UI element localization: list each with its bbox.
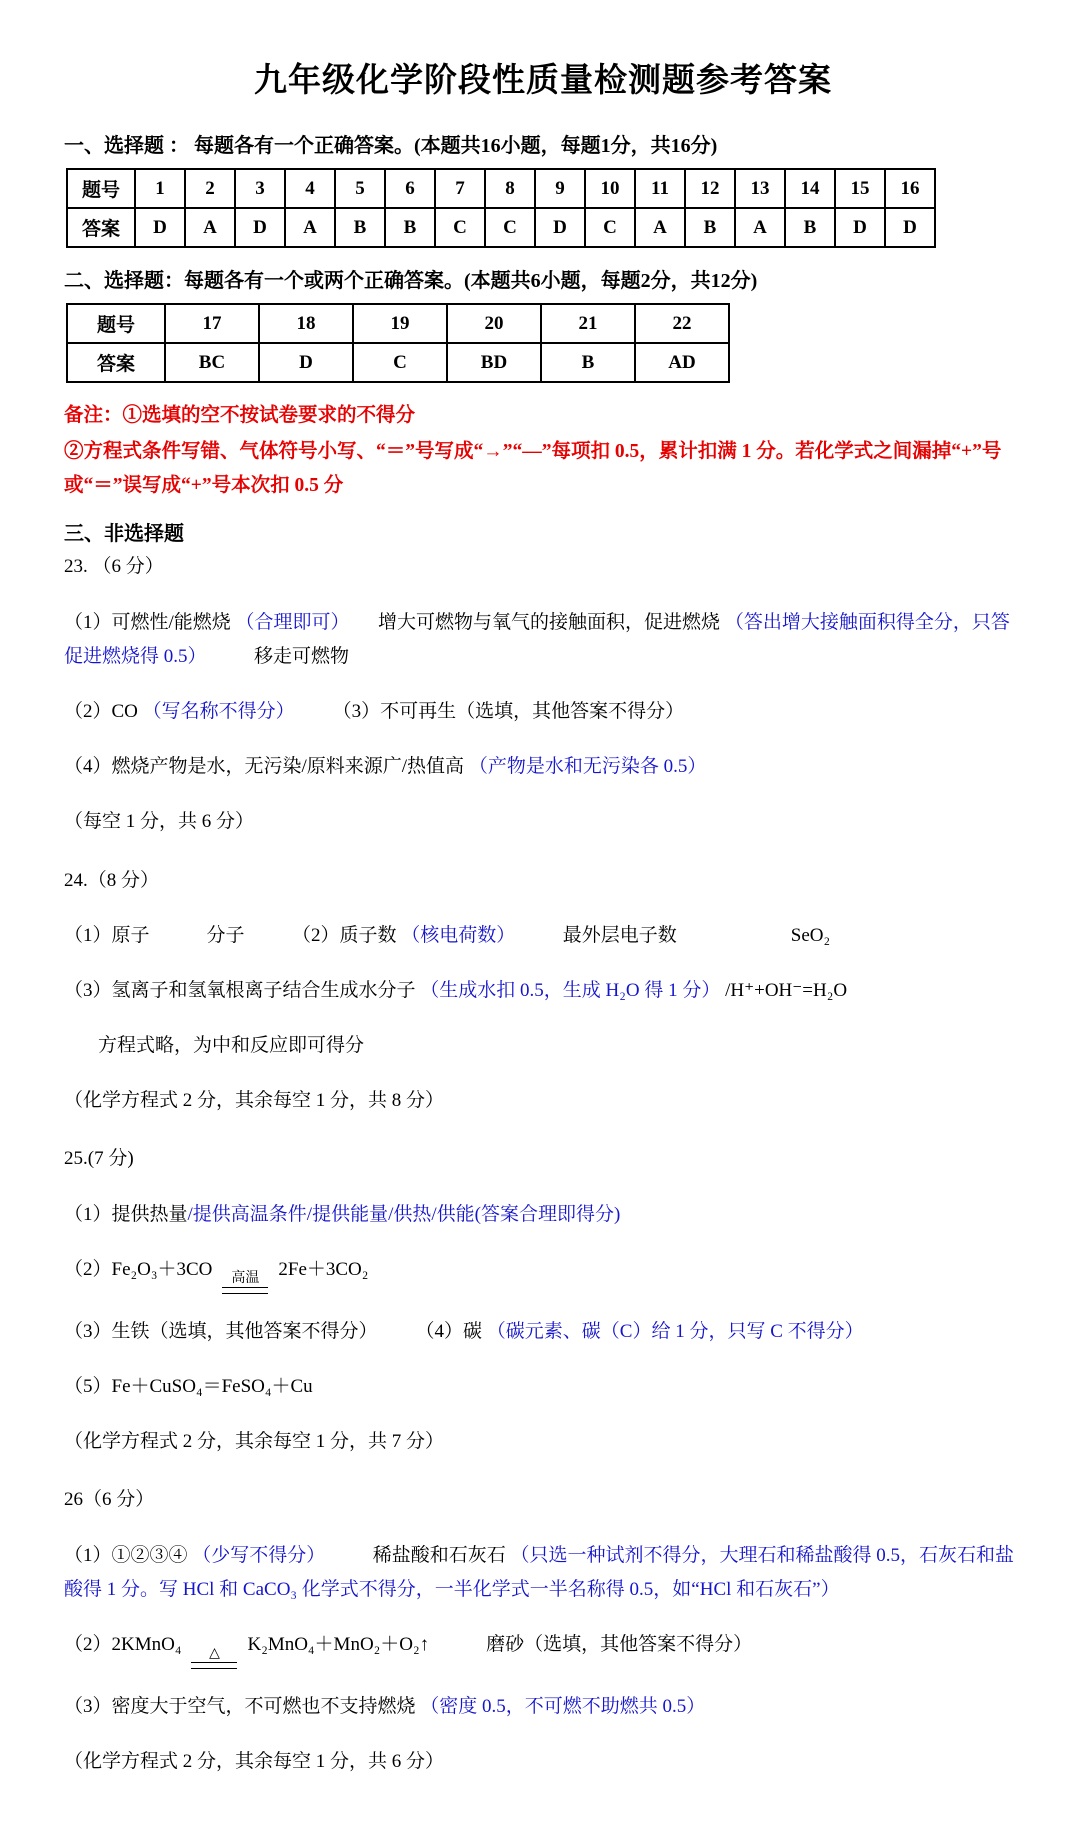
text-segment: （化学方程式 2 分，其余每空 1 分，共 6 分）: [64, 1751, 445, 1773]
question-23-score-note: [64, 805, 1022, 839]
question-25-score-note: [64, 1425, 1022, 1459]
question-23-answer-2: [64, 695, 1022, 729]
choice-answers-table-1: [66, 168, 936, 248]
answer-cell: D: [259, 343, 353, 382]
answer-cell: 2: [185, 169, 235, 208]
text-segment: （每空 1 分，共 6 分）: [64, 811, 255, 833]
question-25-answer-3-4: [64, 1315, 1022, 1349]
text-segment: （只选一种试剂不得分，大理石和稀盐酸得 0.5，石灰石和盐酸得 1 分。写 HCl 和 CaCO₃ 化学式不得分，一半化学式一半名称得 0.5，如“HCl 和石灰石”）: [64, 1544, 1015, 1600]
table-row: [67, 169, 935, 208]
text-segment: （合理即可）: [235, 611, 341, 633]
question-25-equation-2: [64, 1370, 1022, 1404]
answer-cell: 9: [535, 169, 585, 208]
answer-cell: B: [541, 343, 635, 382]
answer-cell: 16: [885, 169, 935, 208]
question-26-answer-3: [64, 1690, 1022, 1724]
answer-cell: 12: [685, 169, 735, 208]
text-segment: （化学方程式 2 分，其余每空 1 分，共 8 分）: [64, 1090, 445, 1112]
answer-cell: A: [735, 208, 785, 247]
answer-cell: A: [285, 208, 335, 247]
row-label-cell: 题号: [67, 169, 135, 208]
grading-note-2: ②方程式条件写错、气体符号小写、“＝”号写成“→”“—”每项扣 0.5，累计扣满 1 分。若化学式之间漏掉“+”号或“＝”误写成“+”号本次扣 0.5 分: [64, 441, 1002, 497]
text-segment: （2）2KMnO₄: [64, 1634, 182, 1656]
question-26-answer-1: [64, 1539, 1022, 1607]
text-segment: （1）提供热量: [64, 1203, 188, 1225]
answer-cell: D: [835, 208, 885, 247]
answer-cell: B: [385, 208, 435, 247]
question-26-equation: [64, 1628, 1022, 1669]
answer-cell: 8: [485, 169, 535, 208]
question-26-header: [64, 1483, 1022, 1517]
question-23-block: [64, 550, 1022, 839]
section2-heading: 二、选择题：每题各有一个或两个正确答案。(本题共6小题，每题2分，共12分): [64, 270, 758, 292]
text-segment: （5）Fe＋CuSO₄＝FeSO₄＋Cu: [64, 1376, 313, 1398]
answer-cell: 3: [235, 169, 285, 208]
text-segment: （生成水扣 0.5，生成 H₂O 得 1 分）: [420, 979, 721, 1001]
text-segment: 增大可燃物与氧气的接触面积，促进燃烧: [340, 611, 725, 633]
section3-heading: 三、非选择题: [64, 523, 184, 546]
answer-cell: BC: [165, 343, 259, 382]
answer-cell: D: [135, 208, 185, 247]
question-23-answer-1: [64, 606, 1022, 674]
answer-cell: A: [185, 208, 235, 247]
equation-condition: △: [191, 1646, 237, 1669]
question-25-header: [64, 1142, 1022, 1176]
answer-cell: 10: [585, 169, 635, 208]
text-segment: （产物是水和无污染各 0.5）: [468, 756, 707, 778]
text-segment: 25.(7 分): [64, 1148, 134, 1170]
text-segment: （3）生铁（选填，其他答案不得分） （4）碳: [64, 1320, 487, 1342]
answer-cell: 21: [541, 304, 635, 343]
text-segment: /H⁺+OH⁻=H₂O: [720, 979, 848, 1001]
question-24-equation-note: [98, 1029, 1022, 1063]
answer-cell: D: [535, 208, 585, 247]
table-row: [67, 208, 935, 247]
table-row: [67, 343, 729, 382]
answer-cell: D: [885, 208, 935, 247]
text-segment: 2Fe＋3CO₂: [278, 1258, 369, 1280]
answer-cell: 14: [785, 169, 835, 208]
question-25-equation-1: [64, 1253, 1022, 1294]
text-segment: （少写不得分）: [192, 1544, 316, 1566]
text-segment: K₂MnO₄＋MnO₂＋O₂↑ 磨砂（选填，其他答案不得分）: [247, 1634, 753, 1656]
question-25-block: [64, 1142, 1022, 1459]
answer-cell: C: [353, 343, 447, 382]
text-segment: （2）Fe₂O₃＋3CO: [64, 1258, 213, 1280]
text-segment: （1）①②③④: [64, 1544, 193, 1566]
text-segment: （核电荷数）: [401, 924, 506, 946]
table-row: [67, 304, 729, 343]
answer-cell: 7: [435, 169, 485, 208]
answer-cell: 18: [259, 304, 353, 343]
page-title: 九年级化学阶段性质量检测题参考答案: [254, 63, 832, 99]
text-segment: 26（6 分）: [64, 1489, 155, 1511]
answer-cell: 5: [335, 169, 385, 208]
answer-cell: D: [235, 208, 285, 247]
answer-cell: 15: [835, 169, 885, 208]
question-25-answer-1: [64, 1198, 1022, 1232]
answer-cell: 19: [353, 304, 447, 343]
answer-cell: B: [335, 208, 385, 247]
answer-cell: 20: [447, 304, 541, 343]
question-26-score-note: [64, 1745, 1022, 1779]
text-segment: （3）氢离子和氢氧根离子结合生成水分子: [64, 979, 421, 1001]
text-segment: （写名称不得分）: [142, 700, 286, 722]
grading-notes: [64, 399, 1022, 503]
answer-cell: AD: [635, 343, 729, 382]
question-24-score-note: [64, 1084, 1022, 1118]
text-segment: 最外层电子数 SeO₂: [505, 924, 831, 946]
text-segment: （4）燃烧产物是水，无污染/原料来源广/热值高: [64, 756, 469, 778]
text-segment: 24.（8 分）: [64, 869, 160, 891]
answer-cell: A: [635, 208, 685, 247]
answer-cell: B: [785, 208, 835, 247]
question-23-header: [64, 550, 1022, 584]
answer-cell: C: [435, 208, 485, 247]
text-segment: （密度 0.5，不可燃不助燃共 0.5）: [420, 1696, 706, 1718]
question-24-block: [64, 864, 1022, 1119]
answer-cell: 17: [165, 304, 259, 343]
text-segment: （碳元素、碳（C）给 1 分，只写 C 不得分）: [486, 1320, 864, 1342]
answer-cell: BD: [447, 343, 541, 382]
text-segment: （3）密度大于空气，不可燃也不支持燃烧: [64, 1696, 421, 1718]
question-24-answer-3: [64, 974, 1022, 1008]
equation-condition: 高温: [222, 1271, 268, 1294]
question-24-header: [64, 864, 1022, 898]
text-segment: 移走可燃物: [197, 645, 350, 667]
row-label-cell: 题号: [67, 304, 165, 343]
text-segment: （化学方程式 2 分，其余每空 1 分，共 7 分）: [64, 1431, 445, 1453]
text-segment: 23. （6 分）: [64, 556, 164, 578]
row-label-cell: 答案: [67, 208, 135, 247]
answer-cell: 13: [735, 169, 785, 208]
question-23-answer-4: [64, 750, 1022, 784]
text-segment: （1）原子 分子 （2）质子数: [64, 924, 402, 946]
answer-cell: 4: [285, 169, 335, 208]
text-segment: （3）不可再生（选填，其他答案不得分）: [285, 700, 685, 722]
grading-note-1: 备注：①选填的空不按试卷要求的不得分: [64, 405, 416, 426]
answer-cell: 22: [635, 304, 729, 343]
text-segment: 方程式略，为中和反应即可得分: [98, 1035, 365, 1057]
row-label-cell: 答案: [67, 343, 165, 382]
answer-cell: 6: [385, 169, 435, 208]
text-segment: （1）可燃性/能燃烧: [64, 611, 236, 633]
text-segment: /提供高温条件/提供能量/供热/供能(答案合理即得分): [187, 1203, 621, 1225]
text-segment: （2）CO: [64, 700, 143, 722]
answer-cell: C: [485, 208, 535, 247]
text-segment: 稀盐酸和石灰石: [315, 1544, 511, 1566]
answer-cell: B: [685, 208, 735, 247]
choice-answers-table-2: [66, 303, 730, 383]
text-segment: （答出增大接触面积得全分，只答促进燃烧得 0.5）: [64, 611, 1010, 667]
answer-cell: 1: [135, 169, 185, 208]
answer-cell: 11: [635, 169, 685, 208]
answer-cell: C: [585, 208, 635, 247]
question-26-block: [64, 1483, 1022, 1779]
section1-heading: 一、选择题 ： 每题各有一个正确答案。(本题共16小题，每题1分，共16分): [64, 135, 718, 157]
question-24-answer-1: [64, 919, 1022, 953]
